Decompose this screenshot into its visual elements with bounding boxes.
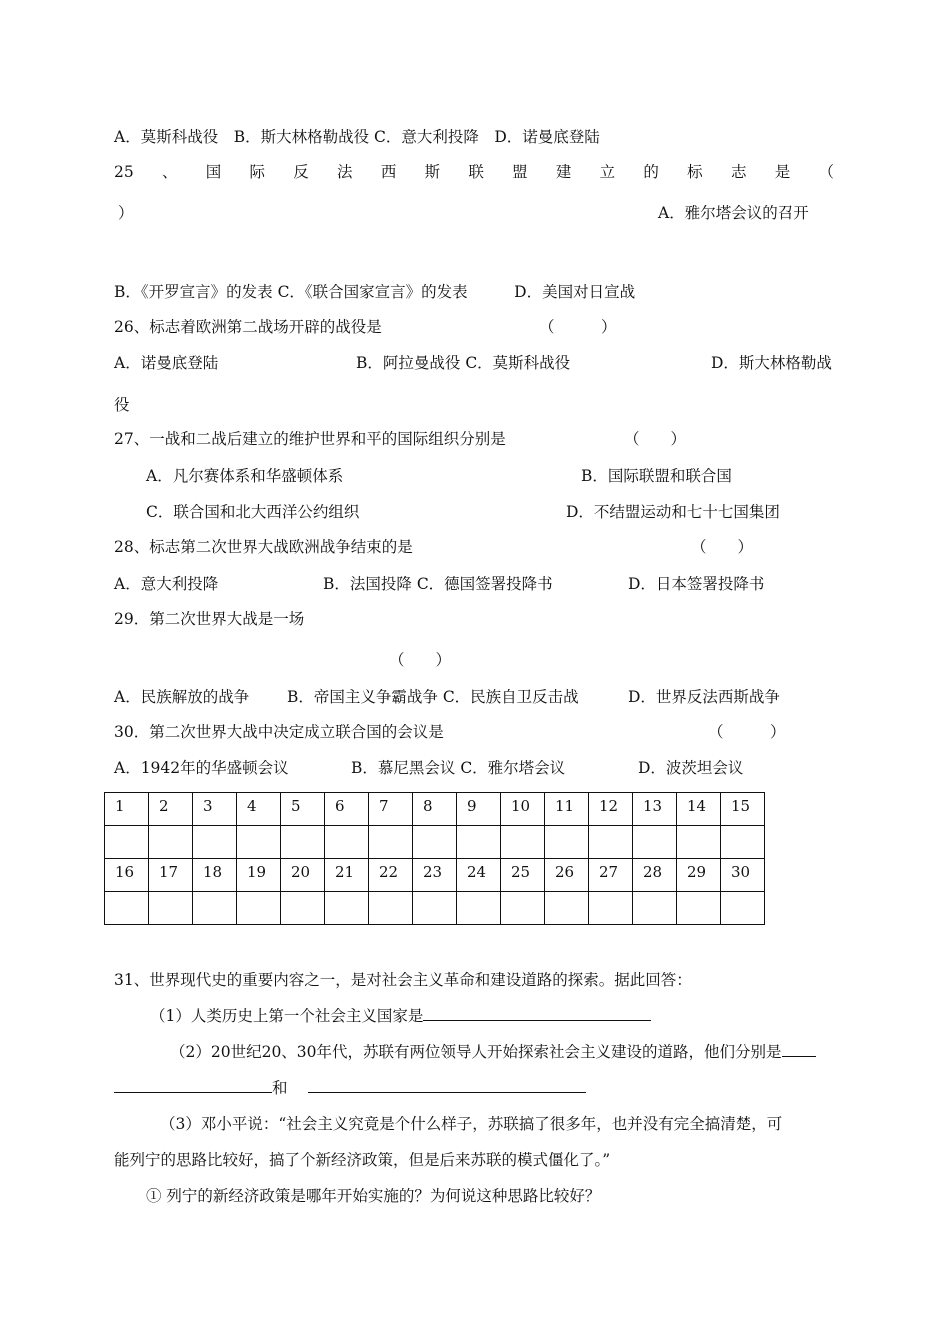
q30-option-a: A．1942年的华盛顿会议 <box>114 759 289 777</box>
q31-part2-answer-blank[interactable] <box>114 1078 272 1093</box>
answer-grid-number: 8 <box>413 793 457 826</box>
answer-grid-number: 24 <box>457 859 501 892</box>
answer-grid-number: 16 <box>105 859 149 892</box>
q25-char: 建 <box>555 163 572 181</box>
q26-option-bc: B．阿拉曼战役 C．莫斯科战役 <box>356 354 571 372</box>
answer-cell[interactable] <box>325 892 369 925</box>
answer-grid-number: 30 <box>721 859 765 892</box>
answer-cell[interactable] <box>457 826 501 859</box>
q26-option-a: A．诺曼底登陆 <box>114 354 219 372</box>
q30-paren: （ ） <box>708 723 786 741</box>
answer-cell[interactable] <box>545 826 589 859</box>
answer-grid-number: 25 <box>501 859 545 892</box>
answer-grid-number: 6 <box>325 793 369 826</box>
answer-cell[interactable] <box>545 892 589 925</box>
answer-grid <box>104 792 765 925</box>
q29-option-d: D．世界反法西斯战争 <box>628 688 780 706</box>
q29-option-bc: B．帝国主义争霸战争 C．民族自卫反击战 <box>287 688 579 706</box>
q31-stem: 31、世界现代史的重要内容之一，是对社会主义革命和建设道路的探索。据此回答： <box>114 971 692 989</box>
q25-char: 是 <box>774 163 791 181</box>
q25-options-bcd: B．《开罗宣言》的发表 C．《联合国家宣言》的发表 D．美国对日宣战 <box>114 283 636 301</box>
q30-stem: 30．第二次世界大战中决定成立联合国的会议是 <box>114 723 444 741</box>
q30-option-d: D．波茨坦会议 <box>638 759 744 777</box>
q28-stem: 28、标志第二次世界大战欧洲战争结束的是 <box>114 538 413 556</box>
answer-cell[interactable] <box>105 826 149 859</box>
q25-char: （ <box>818 163 834 181</box>
q25-option-a: A．雅尔塔会议的召开 <box>658 204 809 222</box>
q27-stem: 27、一战和二战后建立的维护世界和平的国际组织分别是 <box>114 430 506 448</box>
answer-cell[interactable] <box>237 892 281 925</box>
q25-char: 国 <box>205 163 222 181</box>
answer-grid-number: 5 <box>281 793 325 826</box>
q31-part1 <box>150 1006 651 1026</box>
answer-cell[interactable] <box>325 826 369 859</box>
answer-grid-number: 14 <box>677 793 721 826</box>
q25-stem <box>114 162 834 182</box>
answer-grid-number: 18 <box>193 859 237 892</box>
answer-grid-number: 9 <box>457 793 501 826</box>
q31-part2-text: （2）20世纪20、30年代，苏联有两位领导人开始探索社会主义建设的道路，他们分别是 <box>170 1043 782 1061</box>
answer-grid-number: 11 <box>545 793 589 826</box>
answer-grid-number: 28 <box>633 859 677 892</box>
answer-grid-number: 13 <box>633 793 677 826</box>
answer-grid-number: 15 <box>721 793 765 826</box>
q31-part2-line2 <box>114 1078 586 1098</box>
q31-part2-answer-blank[interactable] <box>308 1078 586 1093</box>
answer-cell[interactable] <box>677 826 721 859</box>
answer-grid-number: 26 <box>545 859 589 892</box>
answer-grid-number: 17 <box>149 859 193 892</box>
answer-grid-number: 27 <box>589 859 633 892</box>
q26-option-d-cont: 役 <box>114 396 130 414</box>
answer-cell[interactable] <box>369 892 413 925</box>
q26-option-d: D．斯大林格勒战 <box>711 354 832 372</box>
q25-char: 志 <box>730 163 747 181</box>
answer-cell[interactable] <box>193 892 237 925</box>
answer-grid-answer-row <box>105 892 765 925</box>
answer-cell[interactable] <box>413 826 457 859</box>
q27-option-d: D．不结盟运动和七十七国集团 <box>566 503 780 521</box>
answer-grid-number: 29 <box>677 859 721 892</box>
answer-cell[interactable] <box>633 892 677 925</box>
answer-cell[interactable] <box>589 892 633 925</box>
answer-cell[interactable] <box>281 826 325 859</box>
q29-option-a: A．民族解放的战争 <box>114 688 250 706</box>
answer-grid-number: 12 <box>589 793 633 826</box>
answer-cell[interactable] <box>105 892 149 925</box>
q26-paren: （ ） <box>539 318 617 336</box>
answer-cell[interactable] <box>413 892 457 925</box>
q25-paren-close: ） <box>118 204 134 222</box>
q31-part2-answer-blank[interactable] <box>782 1042 816 1057</box>
q31-part3-line1: （3）邓小平说：“社会主义究竟是个什么样子，苏联搞了很多年，也并没有完全搞清楚，可 <box>160 1115 783 1133</box>
answer-cell[interactable] <box>281 892 325 925</box>
answer-grid-number: 4 <box>237 793 281 826</box>
answer-cell[interactable] <box>149 892 193 925</box>
q28-paren: （ ） <box>691 538 754 556</box>
q31-part1-answer-blank[interactable] <box>423 1006 651 1021</box>
answer-grid-number: 1 <box>105 793 149 826</box>
q30-option-bc: B．慕尼黑会议 C．雅尔塔会议 <box>351 759 566 777</box>
q31-part3-line2: 能列宁的思路比较好，搞了个新经济政策，但是后来苏联的模式僵化了。” <box>114 1151 611 1169</box>
answer-grid-number: 22 <box>369 859 413 892</box>
q31-part2 <box>170 1042 816 1062</box>
q25-char: 法 <box>337 163 353 181</box>
q26-stem: 26、标志着欧洲第二战场开辟的战役是 <box>114 318 382 336</box>
answer-grid-number: 7 <box>369 793 413 826</box>
answer-grid-number: 10 <box>501 793 545 826</box>
q28-option-a: A．意大利投降 <box>114 575 219 593</box>
q25-char: 反 <box>293 163 309 181</box>
q29-paren: （ ） <box>389 651 452 669</box>
q27-option-b: B．国际联盟和联合国 <box>581 467 732 485</box>
answer-cell[interactable] <box>589 826 633 859</box>
answer-cell[interactable] <box>721 826 765 859</box>
q25-char: 斯 <box>424 163 441 181</box>
q31-part2-and: 和 <box>272 1079 288 1097</box>
answer-cell[interactable] <box>633 826 677 859</box>
answer-cell[interactable] <box>677 892 721 925</box>
answer-cell[interactable] <box>721 892 765 925</box>
answer-cell[interactable] <box>501 826 545 859</box>
q31-part1-text: （1）人类历史上第一个社会主义国家是 <box>150 1007 424 1025</box>
q25-char: 盟 <box>512 163 528 181</box>
answer-grid-number: 23 <box>413 859 457 892</box>
answer-cell[interactable] <box>193 826 237 859</box>
q27-paren: （ ） <box>624 430 687 448</box>
q25-char: 际 <box>249 163 266 181</box>
q27-option-a: A．凡尔赛体系和华盛顿体系 <box>146 467 344 485</box>
answer-grid-number: 2 <box>149 793 193 826</box>
answer-grid-number: 21 <box>325 859 369 892</box>
answer-grid-answer-row <box>105 826 765 859</box>
answer-cell[interactable] <box>369 826 413 859</box>
answer-cell[interactable] <box>501 892 545 925</box>
answer-cell[interactable] <box>149 826 193 859</box>
q28-option-bc: B．法国投降 C．德国签署投降书 <box>323 575 553 593</box>
q25-char: 、 <box>161 163 178 181</box>
q28-option-d: D．日本签署投降书 <box>628 575 765 593</box>
q25-char: 西 <box>380 163 397 181</box>
q25-char: 标 <box>687 163 703 181</box>
answer-cell[interactable] <box>237 826 281 859</box>
q31-part3-question1: ① 列宁的新经济政策是哪年开始实施的？为何说这种思路比较好？ <box>146 1187 601 1205</box>
answer-cell[interactable] <box>457 892 501 925</box>
answer-grid-number: 19 <box>237 859 281 892</box>
q29-stem: 29．第二次世界大战是一场 <box>114 610 305 628</box>
q27-option-c: C．联合国和北大西洋公约组织 <box>146 503 360 521</box>
answer-grid-number: 3 <box>193 793 237 826</box>
q25-char: 联 <box>468 163 484 181</box>
q25-char: 的 <box>643 163 659 181</box>
q24-options: A．莫斯科战役 B．斯大林格勒战役 C．意大利投降 D．诺曼底登陆 <box>114 128 600 146</box>
q25-char: 25 <box>114 163 134 181</box>
answer-grid-number: 20 <box>281 859 325 892</box>
q25-char: 立 <box>599 163 616 181</box>
answer-grid-number-row <box>105 793 765 826</box>
answer-grid-number-row <box>105 859 765 892</box>
